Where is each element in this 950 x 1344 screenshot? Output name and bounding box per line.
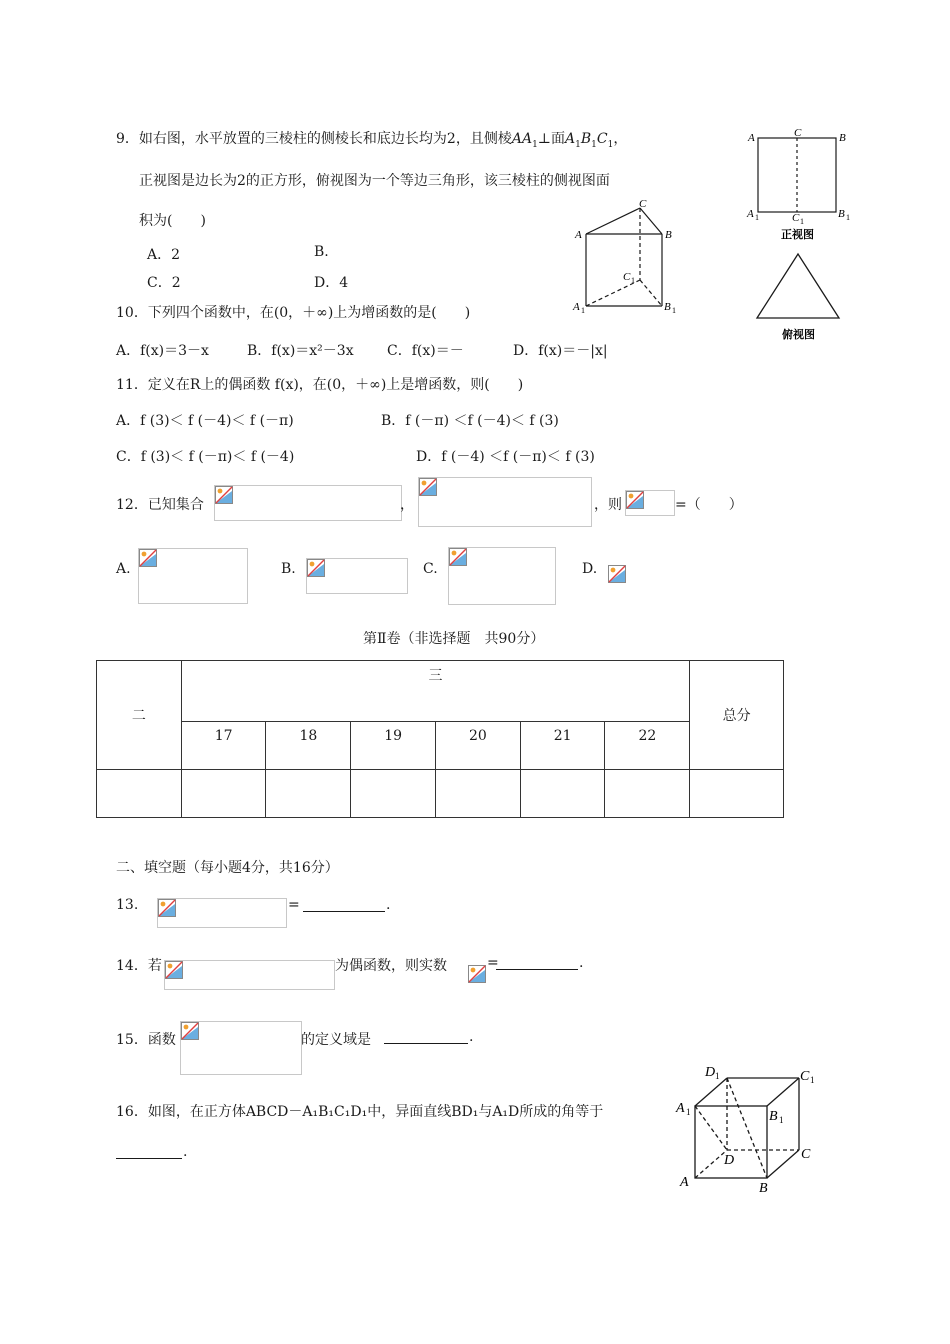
score-col-19: 19 (351, 722, 436, 770)
front-label-b: B (839, 132, 846, 144)
q9-a1: A (564, 131, 576, 147)
score-cell-20[interactable] (435, 770, 520, 818)
front-view-figure (745, 124, 855, 244)
q16-end: . (183, 1144, 188, 1160)
broken-image-icon (165, 961, 183, 979)
score-col-17: 17 (181, 722, 266, 770)
broken-image-icon (608, 565, 626, 583)
q10-option-a: A．f(x)＝3－x (116, 343, 209, 359)
q14-middle: 为偶函数，则实数 (335, 958, 447, 974)
front-label-c1-sub: 1 (800, 217, 804, 226)
broken-image-icon (307, 559, 325, 577)
prism-label-a1-sub: 1 (581, 306, 585, 315)
cube-label-a1-sub: 1 (686, 1107, 691, 1117)
broken-image-icon (419, 478, 437, 496)
q10-option-b: B．f(x)＝x²－3x (247, 343, 354, 359)
q12-set-b-image (418, 477, 592, 527)
q10-stem: 10．下列四个函数中，在(0，＋∞)上为增函数的是( ) (116, 305, 471, 321)
front-label-a1-sub: 1 (755, 213, 759, 222)
prism-label-c1-sub: 1 (631, 276, 635, 285)
front-label-c1: C (792, 212, 800, 224)
q9-option-d: D．4 (314, 275, 349, 291)
q9-c1-sub: 1 (607, 139, 614, 150)
cube-label-b1: B (769, 1109, 778, 1124)
q9-option-b: B. (314, 244, 329, 260)
score-header-three: 三 (181, 661, 690, 722)
q12-option-b-label: B. (281, 561, 296, 577)
q11-stem: 11．定义在R上的偶函数 f(x)，在(0，＋∞)上是增函数，则( ) (116, 377, 524, 393)
score-cell-18[interactable] (266, 770, 351, 818)
q14-equals: = (487, 955, 499, 971)
cube-label-c1: C (800, 1069, 810, 1084)
broken-image-icon (215, 486, 233, 504)
q9-line2: 正视图是边长为2的正方形，俯视图为一个等边三角形，该三棱柱的侧视图面 (139, 173, 610, 189)
cube-label-d1: D (705, 1065, 716, 1080)
q14-label: 14．若 (116, 958, 162, 974)
cube-label-a1: A (676, 1101, 685, 1116)
prism-label-a1: A (573, 301, 580, 313)
score-header-total: 总分 (690, 661, 784, 770)
q14-function-image (164, 960, 335, 990)
q13-equals: = (288, 897, 300, 913)
front-label-c: C (794, 127, 802, 139)
top-view-figure (752, 252, 848, 344)
q9-b1: B (580, 131, 592, 147)
q12-expression-image (625, 490, 675, 516)
cube-label-d: D (724, 1153, 735, 1168)
prism-label-b: B (665, 229, 672, 241)
q9-line1 (116, 128, 627, 150)
q10-option-c: C．f(x)＝－ (387, 343, 464, 359)
q12-option-b-image (306, 558, 408, 594)
q11-option-a: A．f (3)＜ f (－4)＜ f (－π) (116, 413, 294, 429)
q12-option-c-label: C. (423, 561, 438, 577)
front-view-caption: 正视图 (781, 229, 814, 241)
top-view-caption: 俯视图 (782, 329, 815, 341)
q15-label: 15．函数 (116, 1032, 176, 1048)
q12-prefix: 12．已知集合 (116, 497, 204, 513)
cube-label-c1-sub: 1 (810, 1075, 815, 1085)
broken-image-icon (139, 549, 157, 567)
cube-figure (672, 1062, 822, 1198)
score-cell-two[interactable] (97, 770, 182, 818)
score-table (96, 660, 784, 818)
fill-section-header: 二、填空题（每小题4分，共16分） (116, 860, 339, 876)
q13-end: . (386, 897, 391, 913)
q14-end: . (579, 955, 584, 971)
q12-option-a-image (138, 548, 248, 604)
score-header-two: 二 (97, 661, 182, 770)
q10-option-d: D．f(x)＝－|x| (513, 343, 608, 359)
prism-label-b1-sub: 1 (672, 306, 676, 315)
broken-image-icon (181, 1022, 199, 1040)
score-cell-19[interactable] (351, 770, 436, 818)
q11-option-d: D．f (－4) ＜f (－π)＜ f (3) (416, 449, 595, 465)
q15-middle: 的定义域是 (301, 1032, 371, 1048)
broken-image-icon (468, 965, 486, 983)
q15-end: . (469, 1029, 474, 1045)
prism-figure (570, 196, 685, 318)
q9-perp: ⊥面 (537, 131, 565, 147)
q9-aa1-sub: 1 (532, 139, 538, 150)
q14-answer-blank[interactable] (496, 955, 578, 974)
q9-b1-sub: 1 (591, 139, 597, 150)
prism-label-b1: B (664, 301, 671, 313)
prism-label-c: C (639, 198, 647, 210)
q16-answer-blank[interactable] (116, 1144, 182, 1163)
cube-label-d1-sub: 1 (715, 1071, 720, 1081)
front-label-a: A (748, 132, 755, 144)
q11-option-b: B．f (－π) ＜f (－4)＜ f (3) (381, 413, 559, 429)
score-col-20: 20 (435, 722, 520, 770)
front-label-b1: B (838, 208, 845, 220)
section-2-title: 第Ⅱ卷（非选择题 共90分） (363, 631, 545, 647)
cube-label-c: C (801, 1147, 811, 1162)
broken-image-icon (158, 899, 176, 917)
front-label-a1: A (747, 208, 754, 220)
q16-stem: 16．如图，在正方体ABCD－A₁B₁C₁D₁中，异面直线BD₁与A₁D所成的角等于 (116, 1104, 604, 1120)
cube-label-a: A (680, 1175, 689, 1190)
q12-option-d-label: D. (582, 561, 598, 577)
score-cell-21[interactable] (520, 770, 605, 818)
q13-expression-image (157, 898, 287, 928)
prism-label-c1: C (623, 271, 631, 283)
q9-aa1: AA (511, 131, 533, 147)
front-label-b1-sub: 1 (846, 213, 850, 222)
q15-answer-blank[interactable] (384, 1029, 468, 1048)
score-col-21: 21 (520, 722, 605, 770)
q13-answer-blank[interactable] (303, 897, 385, 916)
prism-label-a: A (575, 229, 582, 241)
cube-label-b: B (759, 1181, 768, 1196)
score-col-22: 22 (605, 722, 690, 770)
q9-line3: 积为( ) (139, 213, 206, 229)
broken-image-icon (449, 548, 467, 566)
broken-image-icon (626, 491, 644, 509)
q12-option-c-image (448, 547, 556, 605)
score-col-18: 18 (266, 722, 351, 770)
q9-line1-text: 9．如右图，水平放置的三棱柱的侧棱长和底边长均为2，且侧棱 (116, 131, 512, 147)
score-cell-total[interactable] (690, 770, 784, 818)
q9-a1-sub: 1 (575, 139, 581, 150)
cube-label-b1-sub: 1 (779, 1115, 784, 1125)
q12-option-a-label: A. (116, 561, 131, 577)
q12-equals: =（ ） (675, 497, 743, 513)
score-cell-22[interactable] (605, 770, 690, 818)
q9-c1: C (596, 131, 608, 147)
q12-set-a-image (214, 485, 402, 521)
score-cell-17[interactable] (181, 770, 266, 818)
q12-option-d-image (608, 565, 628, 585)
q13-label: 13. (116, 897, 139, 913)
q14-variable-image (468, 965, 486, 983)
q9-option-a: A．2 (147, 247, 181, 263)
q9-option-c: C．2 (147, 275, 181, 291)
q12-then: ，则 (594, 497, 622, 513)
q11-option-c: C．f (3)＜ f (－π)＜ f (－4) (116, 449, 295, 465)
q15-function-image (180, 1021, 302, 1075)
q12-comma: ， (400, 497, 414, 513)
q9-line1-end: ， (613, 131, 628, 147)
